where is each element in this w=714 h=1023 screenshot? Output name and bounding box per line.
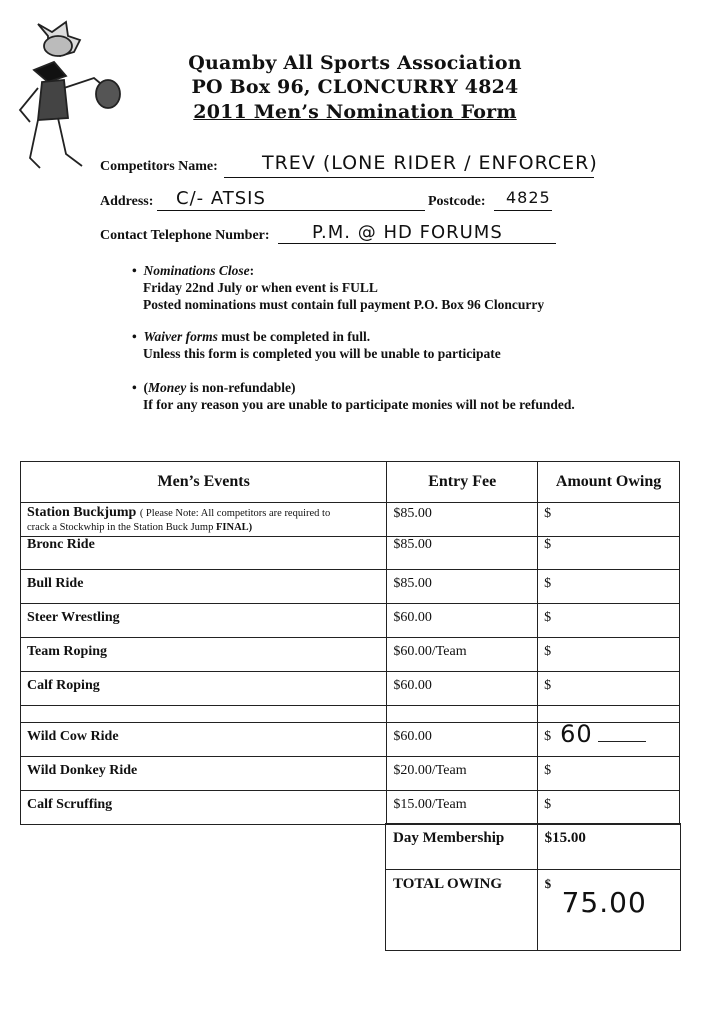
owing-cell[interactable]: $ xyxy=(538,604,680,638)
owing-cell[interactable]: $ xyxy=(538,503,680,537)
event-name: Calf Roping xyxy=(21,672,387,706)
owing-cell[interactable]: $ xyxy=(538,757,680,791)
fee-cell: $60.00 xyxy=(387,604,538,638)
owing-cell[interactable]: $ xyxy=(538,537,680,570)
owing-cell[interactable]: $ xyxy=(538,638,680,672)
bullet-icon: • xyxy=(132,380,144,395)
event-name: Wild Cow Ride xyxy=(21,723,387,757)
note-money-open: ( xyxy=(143,380,148,395)
competitor-name-value[interactable]: TREV (LONE RIDER / ENFORCER) xyxy=(262,152,598,174)
event-name: Calf Scruffing xyxy=(21,791,387,825)
competitor-name-line xyxy=(224,176,594,178)
event-note-2: crack a Stockwhip in the Station Buck Jump xyxy=(27,522,216,533)
phone-value[interactable]: P.M. @ HD FORUMS xyxy=(312,222,503,243)
event-name: Bull Ride xyxy=(21,570,387,604)
event-name: Wild Donkey Ride xyxy=(21,757,387,791)
table-row xyxy=(21,570,680,604)
event-cell xyxy=(21,503,387,537)
owing-cell[interactable] xyxy=(538,720,680,757)
events-table xyxy=(20,461,680,825)
event-name xyxy=(21,706,387,723)
event-note-final: FINAL) xyxy=(215,522,253,533)
membership-row xyxy=(386,824,681,870)
header-events: Men’s Events xyxy=(21,462,387,503)
note-waiver-line1: Unless this form is completed you will be unable to participate xyxy=(143,346,501,361)
fee-cell: $60.00/Team xyxy=(387,638,538,672)
membership-label: Day Membership xyxy=(386,824,538,870)
total-value[interactable]: 75.00 xyxy=(561,886,647,919)
event-name: Team Roping xyxy=(21,638,387,672)
note-waiver-title: Waiver forms xyxy=(143,329,218,344)
note-nominations-title: Nominations Close xyxy=(143,263,250,278)
owing-cell[interactable] xyxy=(538,706,680,723)
address-line xyxy=(157,209,425,211)
bullet-icon: • xyxy=(132,329,144,344)
note-money-title: Money xyxy=(147,380,187,395)
note-nominations-line1: Friday 22nd July or when event is FULL xyxy=(143,280,378,295)
note-waiver xyxy=(132,328,622,362)
event-name: Station Buckjump xyxy=(27,505,137,520)
phone-label: Contact Telephone Number: xyxy=(100,228,270,243)
owing-dash xyxy=(598,741,646,742)
table-row xyxy=(21,672,680,706)
event-name: Bronc Ride xyxy=(21,537,387,570)
event-name: Steer Wrestling xyxy=(21,604,387,638)
fee-cell: $60.00 xyxy=(387,672,538,706)
header-amount-owing: Amount Owing xyxy=(538,462,680,503)
owing-symbol: $ xyxy=(544,729,552,744)
table-row xyxy=(21,503,680,537)
bullet-icon: • xyxy=(132,263,144,278)
association-name: Quamby All Sports Association xyxy=(188,52,522,74)
form-title: 2011 Men’s Nomination Form xyxy=(193,101,517,123)
postcode-value[interactable]: 4825 xyxy=(506,188,551,207)
total-symbol: $ xyxy=(544,876,552,891)
membership-value: $15.00 xyxy=(537,824,680,870)
owing-cell[interactable]: $ xyxy=(538,570,680,604)
competitor-name-label: Competitors Name: xyxy=(100,159,218,174)
owing-cell[interactable]: $ xyxy=(538,672,680,706)
address-label: Address: xyxy=(100,194,154,209)
fee-cell xyxy=(387,706,538,723)
total-label: TOTAL OWING xyxy=(386,870,538,951)
note-waiver-rest: must be completed in full. xyxy=(217,329,371,344)
table-row xyxy=(21,757,680,791)
postcode-line xyxy=(494,209,552,211)
event-note: ( Please Note: All competitors are required to xyxy=(139,508,331,519)
table-row xyxy=(21,791,680,825)
owing-cell[interactable]: $ xyxy=(538,791,680,825)
fee-cell: $85.00 xyxy=(387,537,538,570)
fee-cell: $60.00 xyxy=(387,723,538,757)
fee-cell: $20.00/Team xyxy=(387,757,538,791)
mascot-illustration xyxy=(8,18,123,178)
header-entry-fee: Entry Fee xyxy=(387,462,538,503)
address-value[interactable]: C/- ATSIS xyxy=(176,188,266,209)
table-row xyxy=(21,638,680,672)
note-money-rest: is non-refundable) xyxy=(186,380,296,395)
total-row xyxy=(386,870,681,951)
note-nominations-line2: Posted nominations must contain full payment P.O. Box 96 Cloncurry xyxy=(143,297,545,312)
total-cell[interactable] xyxy=(537,870,680,951)
association-address: PO Box 96, CLONCURRY 4824 xyxy=(191,76,519,98)
postcode-label: Postcode: xyxy=(428,194,486,209)
note-nominations: • Nominations Close: Friday 22nd July or when event is FULL Posted nominations must contain full payment P.O. Box 96 Cloncurry xyxy=(132,263,545,312)
fee-cell: $85.00 xyxy=(387,503,538,537)
note-money-line1: If for any reason you are unable to participate monies will not be refunded. xyxy=(143,397,575,412)
table-header-row xyxy=(21,462,680,503)
note-money xyxy=(132,379,602,413)
fee-cell: $85.00 xyxy=(387,570,538,604)
owing-handwritten[interactable]: 60 xyxy=(560,720,593,748)
table-row xyxy=(21,604,680,638)
totals-table xyxy=(385,823,681,951)
table-row xyxy=(21,537,680,570)
table-row xyxy=(21,723,680,757)
fee-cell: $15.00/Team xyxy=(387,791,538,825)
